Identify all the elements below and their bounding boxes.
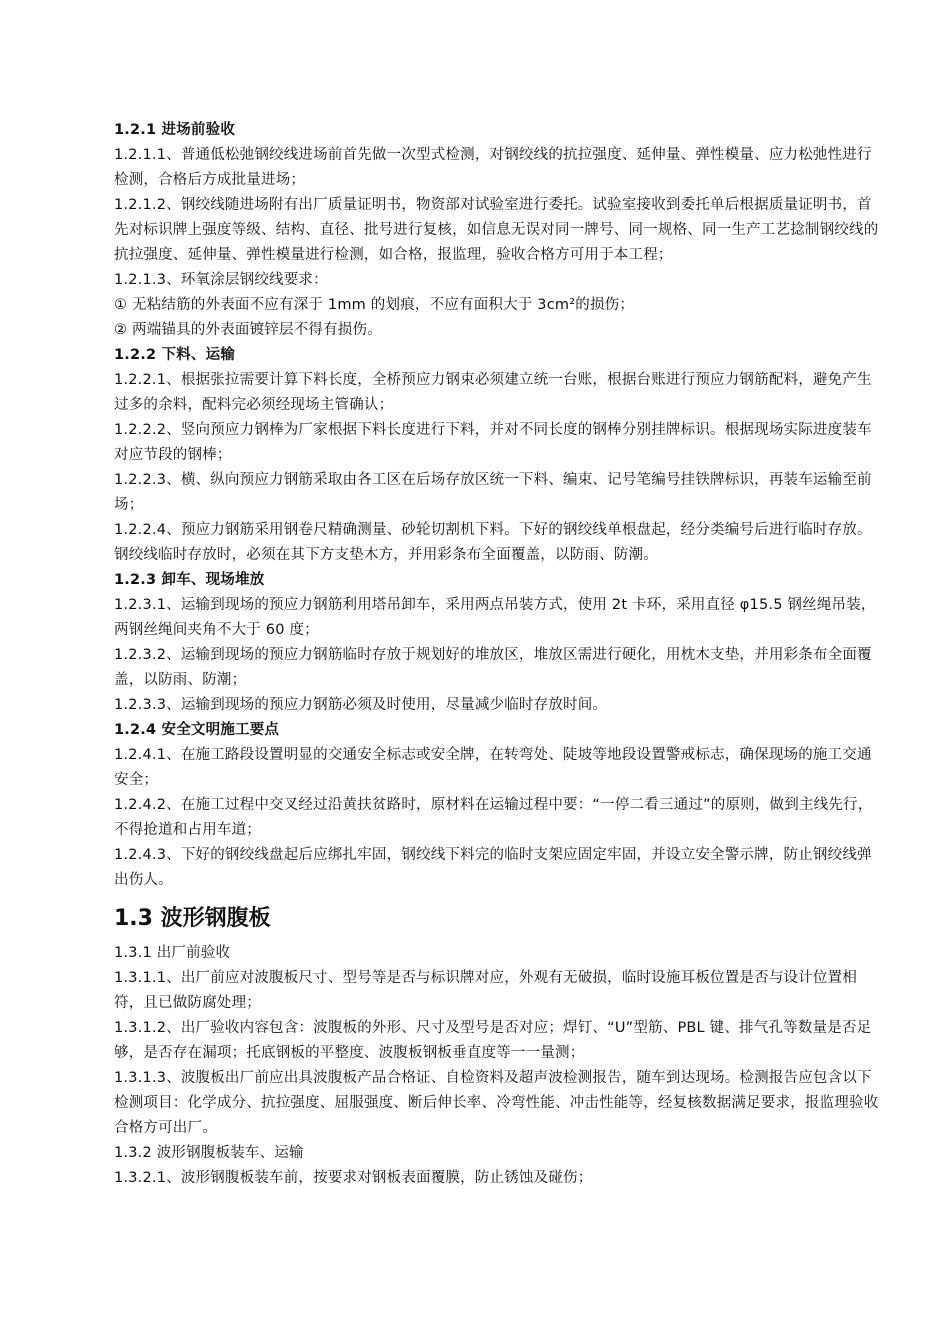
paragraph-1-2-3-1: 1.2.3.1、运输到现场的预应力钢筋利用塔吊卸车，采用两点吊装方式，使用 2t 卡环，采用直径 φ15.5 钢丝绳吊装，两钢丝绳间夹角不大于 60 度； [114, 597, 876, 638]
paragraph-1-2-3-2: 1.2.3.2、运输到现场的预应力钢筋临时存放于规划好的堆放区，堆放区需进行硬化，用枕木支垫，并用彩条布全面覆盖，以防雨、防潮； [114, 647, 872, 688]
chapter-heading-1-3: 1.3 波形钢腹板 [114, 906, 271, 931]
section-heading-1-2-3: 1.2.3 卸车、现场堆放 [114, 572, 265, 588]
list-item-1: ① 无粘结筋的外表面不应有深于 1mm 的划痕，不应有面积大于 3cm²的损伤； [114, 297, 635, 313]
paragraph-1-3-2-1: 1.3.2.1、波形钢腹板装车前，按要求对钢板表面覆膜，防止锈蚀及碰伤； [114, 1170, 593, 1186]
section-heading-1-3-1: 1.3.1 出厂前验收 [114, 945, 231, 961]
paragraph-1-2-1-1: 1.2.1.1、普通低松弛钢绞线进场前首先做一次型式检测，对钢绞线的抗拉强度、延伸量、弹性模量、应力松弛性进行检测，合格后方成批量进场； [114, 147, 872, 188]
paragraph-1-3-1-2: 1.3.1.2、出厂验收内容包含：波腹板的外形、尺寸及型号是否对应；焊钉、“U”型筋、PBL 键、排气孔等数量是否足够，是否存在漏项；托底钢板的平整度、波腹板钢板垂直度等一一量测； [114, 1020, 872, 1061]
section-heading-1-2-4: 1.2.4 安全文明施工要点 [114, 722, 280, 738]
paragraph-1-2-2-3: 1.2.2.3、横、纵向预应力钢筋采取由各工区在后场存放区统一下料、编束、记号笔编号挂铁牌标识，再装车运输至前场； [114, 472, 872, 513]
paragraph-1-3-1-3: 1.3.1.3、波腹板出厂前应出具波腹板产品合格证、自检资料及超声波检测报告，随车到达现场。检测报告应包含以下检测项目：化学成分、抗拉强度、屈服强度、断后伸长率、冷弯性能、冲击性能等，经复核数据满足要求，报监理验收合格方可出厂。 [114, 1070, 879, 1136]
paragraph-1-2-4-3: 1.2.4.3、下好的钢绞线盘起后应绑扎牢固，钢绞线下料完的临时支架应固定牢固，并设立安全警示牌，防止钢绞线弹出伤人。 [114, 847, 872, 888]
paragraph-1-2-2-1: 1.2.2.1、根据张拉需要计算下料长度，全桥预应力钢束必须建立统一台账，根据台账进行预应力钢筋配料，避免产生过多的余料，配料完必须经现场主管确认； [114, 372, 872, 413]
paragraph-1-2-4-2: 1.2.4.2、在施工过程中交叉经过沿黄扶贫路时，原材料在运输过程中要：“一停二看三通过”的原则，做到主线先行，不得抢道和占用车道； [114, 797, 873, 838]
paragraph-1-2-1-3: 1.2.1.3、环氧涂层钢绞线要求： [114, 272, 328, 288]
paragraph-1-2-1-2: 1.2.1.2、钢绞线随进场附有出厂质量证明书，物资部对试验室进行委托。试验室接收到委托单后根据质量证明书，首先对标识牌上强度等级、结构、直径、批号进行复核，如信息无误对同一牌号、同一规格、同一生产工艺捻制钢绞线的抗拉强度、延伸量、弹性模量进行检测，如合格，报监理，验收合格方可用于本工程； [114, 197, 879, 263]
paragraph-1-2-4-1: 1.2.4.1、在施工路段设置明显的交通安全标志或安全牌，在转弯处、陡坡等地段设置警戒标志，确保现场的施工交通安全； [114, 747, 872, 788]
list-item-2: ② 两端锚具的外表面镀锌层不得有损伤。 [114, 322, 382, 338]
section-heading-1-3-2: 1.3.2 波形钢腹板装车、运输 [114, 1145, 304, 1161]
paragraph-1-2-2-2: 1.2.2.2、竖向预应力钢棒为厂家根据下料长度进行下料，并对不同长度的钢棒分别挂牌标识。根据现场实际进度装车对应节段的钢棒； [114, 422, 872, 463]
paragraph-1-2-3-3: 1.2.3.3、运输到现场的预应力钢筋必须及时使用，尽量减少临时存放时间。 [114, 697, 608, 713]
paragraph-1-2-2-4: 1.2.2.4、预应力钢筋采用钢卷尺精确测量、砂轮切割机下料。下好的钢绞线单根盘起，经分类编号后进行临时存放。钢绞线临时存放时，必须在其下方支垫木方，并用彩条布全面覆盖，以防雨、防潮。 [114, 522, 872, 563]
document-page [114, 118, 880, 1191]
section-heading-1-2-1: 1.2.1 进场前验收 [114, 122, 236, 138]
section-heading-1-2-2: 1.2.2 下料、运输 [114, 347, 236, 363]
paragraph-1-3-1-1: 1.3.1.1、出厂前应对波腹板尺寸、型号等是否与标识牌对应，外观有无破损，临时设施耳板位置是否与设计位置相符，且已做防腐处理； [114, 970, 858, 1011]
